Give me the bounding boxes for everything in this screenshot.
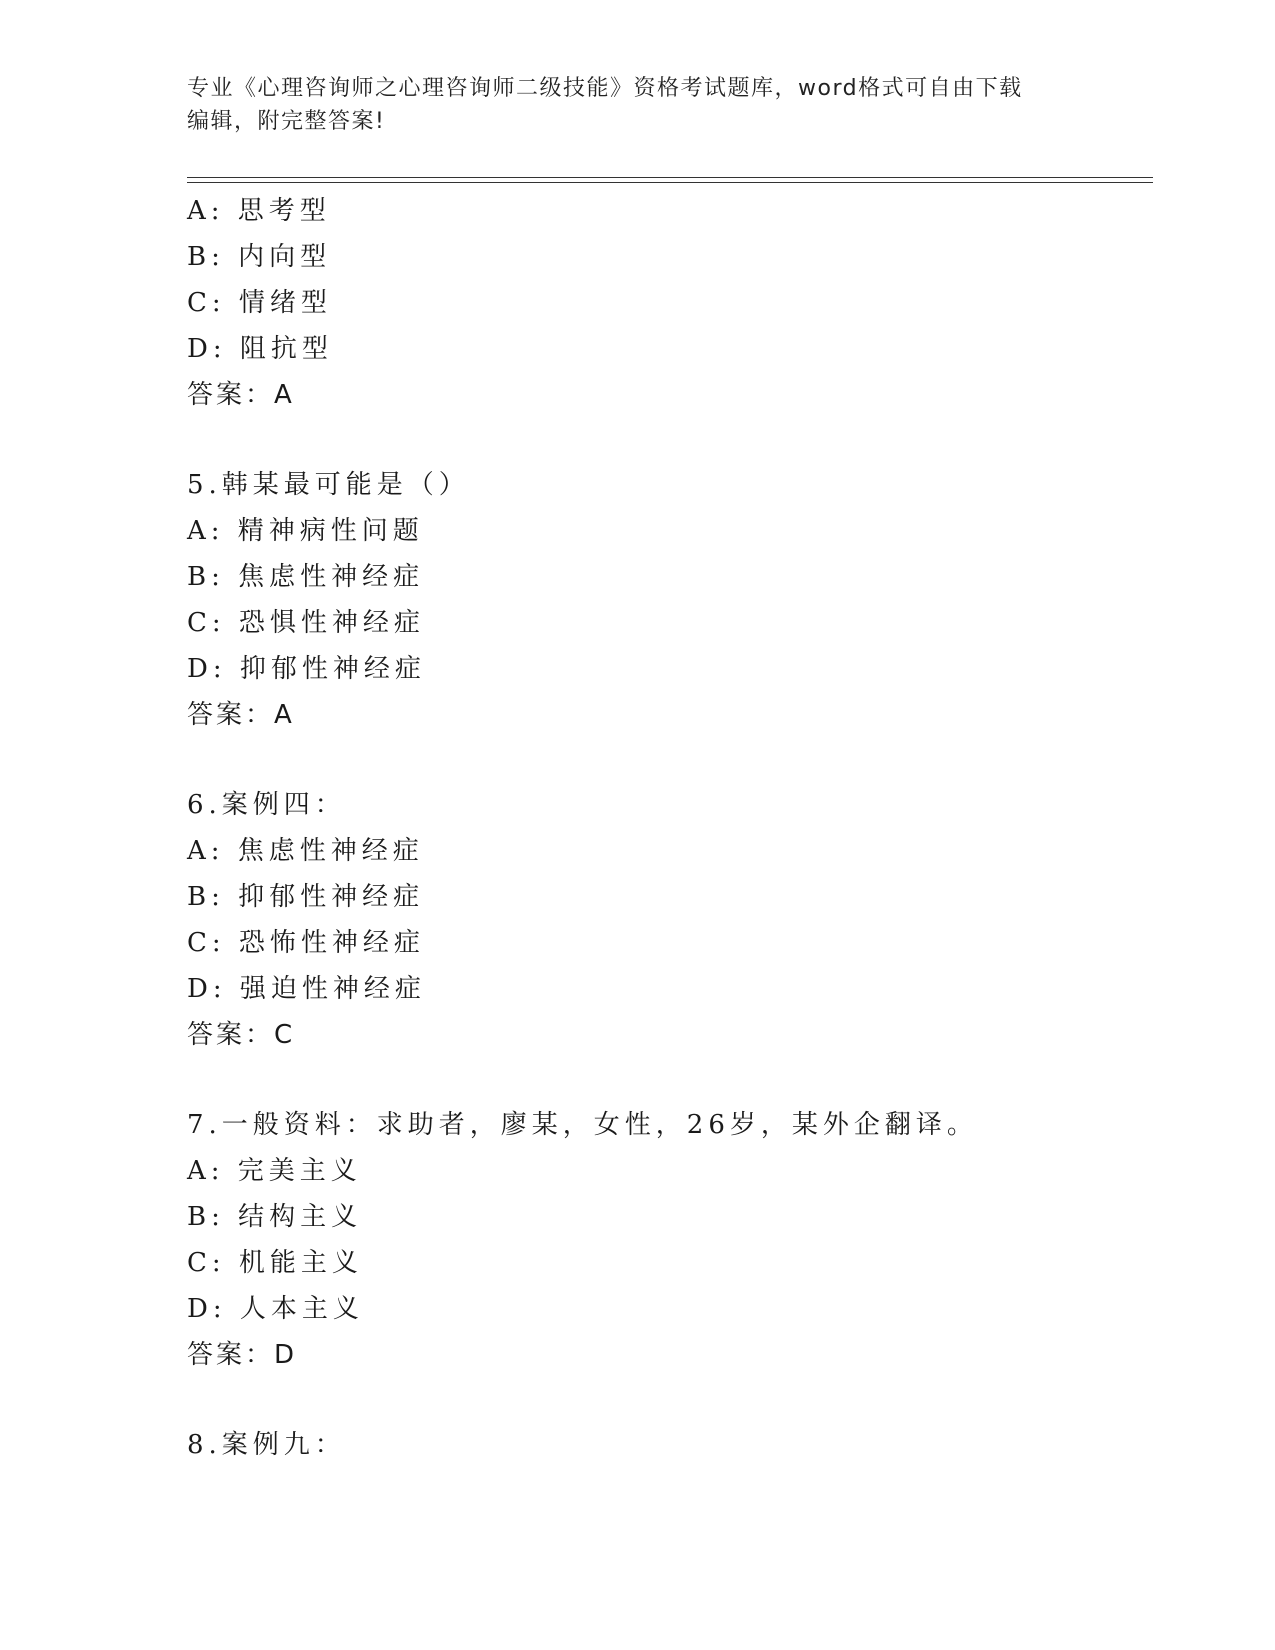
question-7	[187, 1102, 1147, 1378]
option-b: B: 抑郁性神经症	[187, 882, 425, 912]
header-divider-top	[187, 177, 1153, 178]
option-c: C: 机能主义	[187, 1248, 363, 1278]
header-line-2: 编辑，附完整答案!	[187, 109, 386, 134]
document-header	[187, 72, 1067, 138]
option-c: C: 恐惧性神经症	[187, 608, 425, 638]
option-a: A: 精神病性问题	[187, 516, 424, 546]
question-5	[187, 462, 1147, 738]
option-d: D: 阻抗型	[187, 334, 333, 364]
question-6	[187, 782, 1147, 1058]
answer: 答案：D	[187, 1340, 298, 1370]
question-stem: 6.案例四：	[187, 790, 346, 820]
answer: 答案：A	[187, 700, 295, 730]
answer: 答案：A	[187, 380, 295, 410]
option-b: B: 结构主义	[187, 1202, 363, 1232]
option-d: D: 抑郁性神经症	[187, 654, 426, 684]
answer: 答案：C	[187, 1020, 296, 1050]
question-stem: 8.案例九：	[187, 1430, 346, 1460]
question-stem: 5.韩某最可能是（）	[187, 470, 470, 500]
option-d: D: 强迫性神经症	[187, 974, 426, 1004]
option-a: A: 焦虑性神经症	[187, 836, 424, 866]
option-a: A: 完美主义	[187, 1156, 362, 1186]
option-c: C: 情绪型	[187, 288, 332, 318]
option-b: B: 焦虑性神经症	[187, 562, 425, 592]
question-8	[187, 1422, 1147, 1468]
option-c: C: 恐怖性神经症	[187, 928, 425, 958]
header-divider-bottom	[187, 182, 1153, 183]
question-stem: 7.一般资料：求助者，廖某，女性，26岁，某外企翻译。	[187, 1110, 978, 1140]
question-4	[187, 188, 1147, 418]
option-d: D: 人本主义	[187, 1294, 364, 1324]
option-b: B: 内向型	[187, 242, 332, 272]
header-line-1: 专业《心理咨询师之心理咨询师二级技能》资格考试题库，word格式可自由下载	[187, 76, 1023, 101]
question-list	[187, 188, 1147, 1468]
option-a: A: 思考型	[187, 196, 331, 226]
